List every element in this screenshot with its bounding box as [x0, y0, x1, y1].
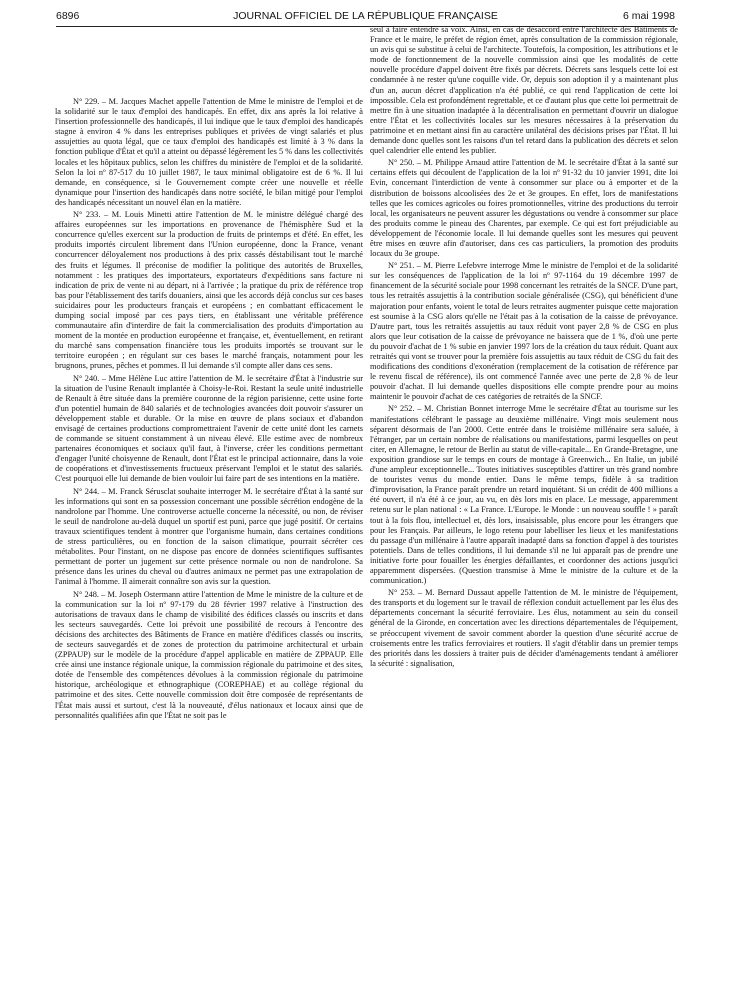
question-253: N° 253. – M. Bernard Dussaut appelle l'attention de M. le ministre de l'équipement, des transports et du logement sur le travail de réflexion conduit actuellement par les élus des départements concernant la sécurité ferroviaire. Les élus, notamment au sein du conseil général de la Gironde, en concertation avec les directions départementales de l'équipement, se préoccupent vivement de savoir comment aborder la question d'une sécurité accrue de croisements entre les trafics ferroviaires et routiers. Il s'agit d'établir dans un premier temps des priorités dans les dossiers à traiter puis de décider d'aménagements tendant à améliorer la sécurité : signalisation, — [370, 588, 678, 668]
left-column — [55, 97, 363, 982]
question-252: N° 252. – M. Christian Bonnet interroge Mme le secrétaire d'État au tourisme sur les manifestations célébrant le passage au deuxième millénaire. Vingt mois seulement nous séparent désormais de l'an 2000. Cette entrée dans le troisième millénaire sera saluée, à l'étranger, par un certain nombre de réalisations ou manifestations, parmi lesquelles on peut citer, en Allemagne, le retour de Berlin au statut de ville-capitale... En Grande-Bretagne, une exposition grandiose sur le temps en cours de montage à Greenwich... En Italie, un jubilé d'une ampleur exceptionnelle... Toutes initiatives susceptibles d'attirer un très grand nombre de touristes venus du monde entier. Dans le même temps, fidèle à sa tradition d'improvisation, la France paraît prendre un retard inquiétant. Si un crédit de 400 millions a été ouvert, il n'a été à ce jour, au vu, en dès lors mis en place. Le message, apparemment retenu sur le plan national : « La France. L'Europe. le Monde : un nouveau souffle ! » paraît tout à la fois flou, intellectuel et, dès lors, insaisissable, plus encore pour les étrangers que pour les Français. Par ailleurs, le logo retenu pour labelliser les lieux et les manifestations du passage d'un millénaire à l'autre apparaît inadapté dans sa fonction d'appel à des touristes potentiels. Dans de telles conditions, il lui demande s'il ne lui apparaît pas de prendre une initiative forte pour fouailler les énergies défaillantes, et coordonner des actions jusqu'ici apparemment dispersées. (Question transmise à Mme le ministre de la culture et de la communication.) — [370, 404, 678, 586]
question-229: N° 229. – M. Jacques Machet appelle l'attention de Mme le ministre de l'emploi et de la solidarité sur le taux d'emploi des handicapés. En effet, dix ans après la loi relative à l'insertion professionnelle des handicapés, il lui indique que le taux d'emploi des handicapés stagne à environ 4 % dans les entreprises publiques et privées de vingt salariés et plus assujetties au quota légal, que ce taux d'emploi des handicapés est limité à 3 % dans la fonction publique d'État et qu'il a atteint ou dépassé légèrement les 5 % dans les collectivités locales et les hôpitaux publics, selon les chiffres du ministère de l'emploi et de la solidarité. Selon la loi nº 87-517 du 10 juillet 1987, le taux minimal obligatoire est de 6 %. Il lui demande, en conséquence, si le Gouvernement compte créer une nouvelle et réelle dynamique pour l'insertion des handicapés dans notre société, le bilan mitigé pour l'emploi des handicapés nécessitant un nouvel élan en la matière. — [55, 97, 363, 207]
question-233: N° 233. – M. Louis Minetti attire l'attention de M. le ministre délégué chargé des affaires européennes sur les importations en provenance de l'hémisphère Sud et la concurrence qu'elles exercent sur la production de fruits de printemps et d'été. En effet, les produits importés circulent librement dans l'Union européenne, donc la France, venant concurrencer déloyalement nos productions à des prix cassés déstabilisant tout le marché des fruits et légumes. Il préconise de modifier la politique des autorités de Bruxelles, notamment : les pratiques des importateurs, exportateurs d'expéditions sans facture ni indication de prix de vente ni au départ, ni à l'arrivée ; la pratique du prix de référence trop bas pour l'établissement des tarifs douaniers, ainsi que les accords déjà conclus sur ces bases suicidaires pour les producteurs français et européens ; en combattant efficacement le dumping social imposé par ces pays tiers, en établissant une véritable préférence communautaire afin d'interdire de fait la commercialisation des produits d'importation au moment de la montée en production européenne et française, et, éventuellement, en retirant du marché sans compensation financière tous les produits importés se trouvant sur le territoire européen ; en régulant sur ces bases le marché français, notamment pour les brugnons, prunes, pêches et pommes. Il lui demande s'il compte aller dans ces sens. — [55, 210, 363, 371]
question-240: N° 240. – Mme Hélène Luc attire l'attention de M. le secrétaire d'État à l'industrie sur la situation de l'usine Renault implantée à Choisy-le-Roi. Restant la seule unité industrielle de Renault à être située dans la première couronne de la région parisienne, cette usine forte d'un potentiel humain de 840 salariés et de technologies avancées doit pouvoir s'assurer un développement stable et durable. Or la mise en œuvre de plans sociaux et d'abandon envisagé de certaines productions compromettraient l'avenir de cette unité dont les carnets de commande se situent constamment à un niveau élevé. Elle estime avec de nombreux partenaires économiques et sociaux qu'il faut, à l'inverse, créer les conditions permettant d'engager l'unité choisyenne de Renault, dont l'État est le principal actionnaire, dans la voie de coopérations et d'investissements fructueux préservant l'emploi et le statut des salariés. C'est pourquoi elle lui demande de bien vouloir lui faire part de ses intentions en la matière. — [55, 373, 363, 484]
question-248-continued: seul à faire entendre sa voix. Ainsi, en cas de désaccord entre l'architecte des Bâtiments de France et le maire, le préfet de région émet, après consultation de la commission régionale, un avis qui se substitue à celui de l'architecte. Toutefois, la composition, les attributions et le mode de fonctionnement de la nouvelle commission ainsi que les modalités de cette nouvelle procédure d'appel doivent être fixés par décrets. Décrets sans lesquels cette loi est condamnée à ne rester qu'une coquille vide. Or, depuis son adoption il y a maintenant plus d'un an, aucun décret d'application n'a été publié, ce qui rend l'application de cette loi impossible. Cela est profondément regrettable, et ce d'autant plus que cette loi permettrait de mettre fin à une situation inadaptée à la décentralisation en permettant d'ouvrir un dialogue entre l'État et les collectivités locales sur les mesures nécessaires à la préservation du patrimoine et en mettant ainsi fin au caractère unilatéral des décisions prises par l'État. Il lui demande donc quelles sont les raisons d'un tel retard dans la publication des décrets et selon quel calendrier elle entend les publier. — [370, 25, 678, 156]
page-number: 6896 — [56, 10, 80, 22]
issue-date: 6 mai 1998 — [623, 10, 675, 22]
page-header — [56, 10, 675, 24]
question-251: N° 251. – M. Pierre Lefebvre interroge Mme le ministre de l'emploi et de la solidarité sur les conséquences de l'application de la loi nº 97-1164 du 19 décembre 1997 de financement de la sécurité sociale pour 1998 concernant les retraités de la SNCF. D'une part, tous les retraités assujettis à la contribution sociale généralisée (CSG), qui bénéficient d'une majoration pour enfants, voient le total de leurs retraites augmenter puisque cette majoration est soumise à la CSG alors qu'elle ne l'était pas à la cotisation de la caisse de prévoyance. D'autre part, tous les retraités assujettis au taux réduit vont payer 2,8 % de CSG en plus alors que leur cotisation de la caisse de prévoyance ne baissera que de 1 %, d'où une perte du pouvoir d'achat de 1 % subie en janvier 1997 lors de la création du taux réduit. Quant aux retraités qui vont se trouver pour la première fois assujettis au taux réduit de CSG du fait des modifications des conditions d'exonération (remplacement de la cotisation de référence par le revenu fiscal de référence), ils ont commencé l'année avec une perte de 2,8 % de leur pouvoir d'achat. Il lui demande quelles dispositions elle compte prendre pour au moins maintenir le pouvoir d'achat de ces catégories de retraités de la SNCF. — [370, 261, 678, 402]
question-244: N° 244. – M. Franck Sérusclat souhaite interroger M. le secrétaire d'État à la santé sur les informations qui sont en sa possession concernant une possible sécrétion endogène de la nandrolone par l'homme. Une controverse actuelle concerne la nécessité, ou non, de réviser le seuil de nandrolone au-delà duquel un sportif est puni, parce que jugé positif. Or certains travaux scientifiques tendent à montrer que l'organisme humain, dans certaines conditions de stress particulières, ou en fonction de la saison climatique, pourrait sécréter ces métabolites. Pour l'instant, on ne dispose pas encore de données scientifiques suffisantes permettant de porter un jugement sur cette présence normale ou non de nandrolone. Sa présence dans les urines du cheval ou d'autres animaux ne permet pas une extrapolation de l'animal à l'homme. Il aimerait connaître son avis sur la question. — [55, 486, 363, 587]
question-250: N° 250. – M. Philippe Arnaud attire l'attention de M. le secrétaire d'État à la santé sur certains effets qui découlent de l'application de la loi nº 91-32 du 10 janvier 1991, dite loi Evin, concernant l'interdiction de vente à consommer sur place ou à emporter et de la distribution de boissons alcoolisées des 2e et 3e groupes. En effet, lors de manifestations telles que les comices agricoles ou foires promotionnelles, vitrine des productions du terroir local, les organisateurs ne peuvent assurer les dégustations ou vendre à consommer sur place des produits comme le pineau des Charentes, par exemple. Ce qui est fort préjudiciable au développement de l'économie locale. Il lui demande quelles sont les mesures qui peuvent être mises en œuvre afin d'autoriser, dans ces cas particuliers, la promotion des produits locaux du 3e groupe. — [370, 158, 678, 259]
question-248: N° 248. – M. Joseph Ostermann attire l'attention de Mme le ministre de la culture et de la communication sur la loi nº 97-179 du 28 février 1997 relative à l'instruction des autorisations de travaux dans le champ de visibilité des édifices classés ou inscrits et dans les secteurs sauvegardés. Cette loi prévoit une possibilité de recours à l'encontre des décisions des architectes des Bâtiments de France en matière d'édifices classés ou inscrits, de secteurs sauvegardés et de zones de protection du patrimoine architectural et urbain (ZPPAUP) sur le modèle de la procédure d'appel applicable en matière de ZPPAUP. Elle crée ainsi une instance régionale unique, la commission régionale du patrimoine et des sites, dotée de l'ensemble des compétences dévolues à la commission régionale du patrimoine historique, archéologique et ethnographique (COREPHAE) et au collège régional du patrimoine et des sites. Cette nouvelle commission doit être composée de représentants de l'État mais aussi et surtout, c'est là la nouveauté, d'élus nationaux et locaux ainsi que de personnalités qualifiées afin que l'État ne soit pas le — [55, 589, 363, 720]
right-column — [370, 25, 678, 910]
journal-title: JOURNAL OFFICIEL DE LA RÉPUBLIQUE FRANÇAISE — [233, 10, 498, 22]
